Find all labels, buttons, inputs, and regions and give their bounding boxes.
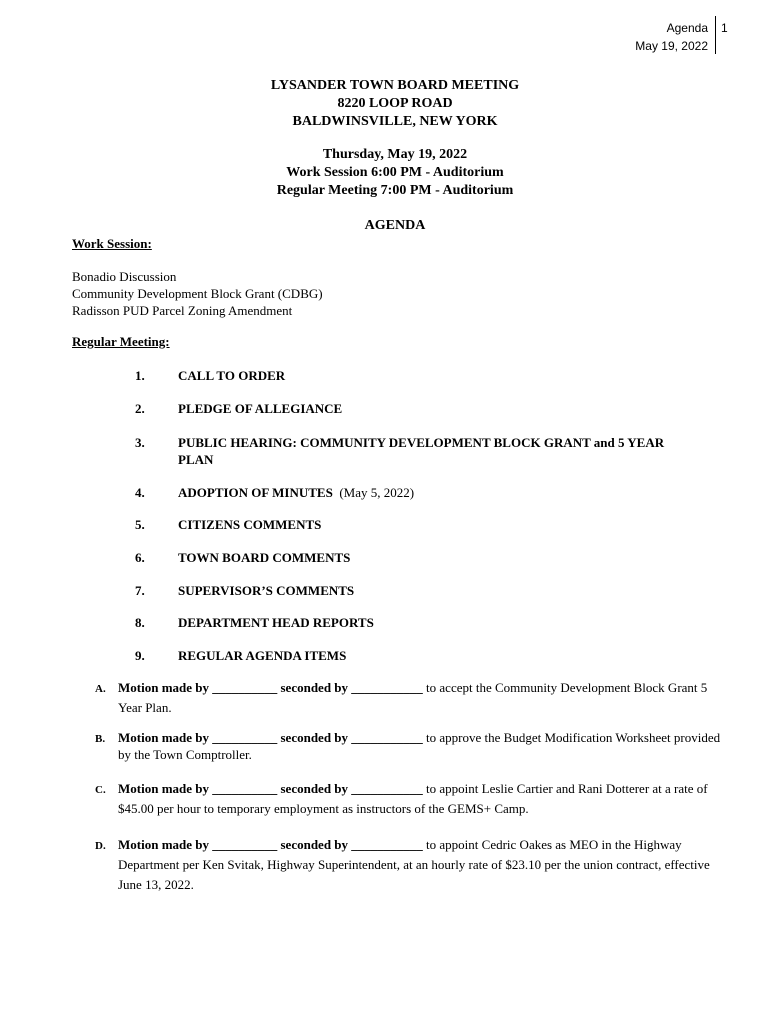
- motion-letter: A.: [95, 683, 106, 695]
- motion-item: [95, 779, 725, 819]
- motion-text: [118, 835, 725, 895]
- motion-letter: B.: [95, 733, 106, 745]
- motion-description: to approve the Budget Modification Worksheet provided by the Town Comptroller.: [118, 730, 721, 762]
- list-item: Community Development Block Grant (CDBG): [72, 286, 323, 301]
- item-number: 7.: [135, 583, 145, 598]
- header-date: May 19, 2022: [635, 39, 708, 53]
- item-text: PLEDGE OF ALLEGIANCE: [178, 401, 343, 416]
- motion-text: [118, 678, 725, 718]
- work-session-list: [72, 268, 323, 319]
- item-number: 9.: [135, 648, 145, 663]
- item-text: SUPERVISOR’S COMMENTS: [178, 583, 355, 598]
- agenda-heading: AGENDA: [364, 218, 426, 233]
- running-header: [635, 19, 708, 55]
- item-text: [178, 484, 715, 501]
- meeting-schedule-block: [0, 146, 770, 200]
- agenda-item: [135, 484, 715, 501]
- meeting-title-block: [0, 77, 770, 131]
- item-number: 6.: [135, 550, 145, 565]
- motion-text: [118, 779, 725, 819]
- agenda-item: [135, 400, 715, 417]
- item-text: CALL TO ORDER: [178, 368, 286, 383]
- motion-description: to accept the Community Development Block Grant 5 Year Plan.: [118, 680, 708, 715]
- agenda-item: [135, 647, 715, 664]
- motion-letter: D.: [95, 840, 106, 852]
- item-number: 5.: [135, 517, 145, 532]
- meeting-title: LYSANDER TOWN BOARD MEETING: [270, 78, 520, 93]
- work-session-time: Work Session 6:00 PM - Auditorium: [286, 165, 504, 180]
- item-number: 4.: [135, 485, 145, 500]
- motion-description: to appoint Cedric Oakes as MEO in the Highway Department per Ken Svitak, Highway Superintendent, at an hourly rate of $23.10 per the union contract, effective June 13, 2022.: [118, 837, 710, 892]
- regular-meeting-heading: Regular Meeting:: [72, 334, 170, 349]
- list-item: Radisson PUD Parcel Zoning Amendment: [72, 303, 293, 318]
- motion-signature-blanks: Motion made by __________ seconded by ___________: [118, 730, 423, 745]
- item-number: 2.: [135, 401, 145, 416]
- agenda-item: [135, 434, 715, 468]
- item-text: TOWN BOARD COMMENTS: [178, 550, 351, 565]
- motion-item: [95, 728, 725, 763]
- list-item: Bonadio Discussion: [72, 269, 177, 284]
- agenda-item: [135, 614, 715, 631]
- item-number: 8.: [135, 615, 145, 630]
- motion-signature-blanks: Motion made by __________ seconded by ___________: [118, 781, 423, 796]
- meeting-date: Thursday, May 19, 2022: [322, 147, 468, 162]
- motion-signature-blanks: Motion made by __________ seconded by ___________: [118, 680, 423, 695]
- item-number: 3.: [135, 435, 145, 450]
- agenda-item: [135, 516, 715, 533]
- agenda-item: [135, 582, 715, 599]
- motion-description: to appoint Leslie Cartier and Rani Dotterer at a rate of $45.00 per hour to temporary employment as instructors of the GEMS+ Camp.: [118, 781, 708, 816]
- motion-item: [95, 678, 725, 718]
- motion-letter: C.: [95, 784, 106, 796]
- item-number: 1.: [135, 368, 145, 383]
- work-session-heading: Work Session:: [72, 236, 152, 251]
- motion-item: [95, 835, 725, 895]
- item-note: (May 5, 2022): [339, 485, 415, 500]
- item-text-line1: PUBLIC HEARING: COMMUNITY DEVELOPMENT BLOCK GRANT and 5 YEAR: [178, 435, 665, 450]
- header-divider: [715, 16, 716, 54]
- motion-text: [118, 728, 725, 763]
- agenda-item: [135, 367, 715, 384]
- item-text: CITIZENS COMMENTS: [178, 517, 322, 532]
- item-title: ADOPTION OF MINUTES: [178, 485, 333, 500]
- header-label: Agenda: [666, 21, 708, 35]
- item-text: REGULAR AGENDA ITEMS: [178, 648, 347, 663]
- agenda-item: [135, 549, 715, 566]
- item-text: DEPARTMENT HEAD REPORTS: [178, 615, 374, 630]
- regular-meeting-time: Regular Meeting 7:00 PM - Auditorium: [276, 183, 514, 198]
- page-number: 1: [721, 21, 728, 35]
- item-text: [178, 434, 715, 468]
- item-text-line2: PLAN: [178, 452, 214, 467]
- meeting-city: BALDWINSVILLE, NEW YORK: [292, 114, 498, 129]
- motion-signature-blanks: Motion made by __________ seconded by ___________: [118, 837, 423, 852]
- meeting-address: 8220 LOOP ROAD: [337, 96, 453, 111]
